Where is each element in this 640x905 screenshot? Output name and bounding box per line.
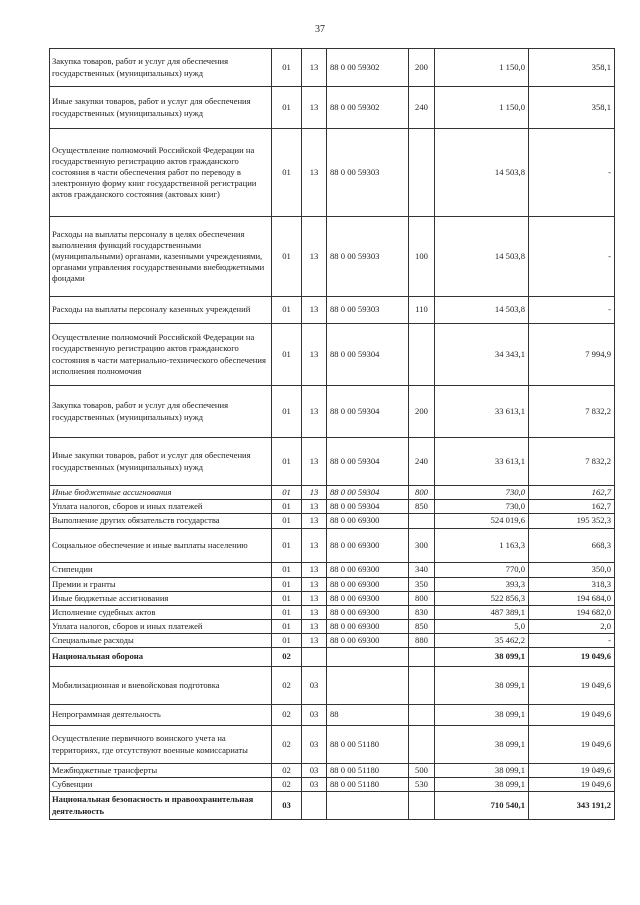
row-sum-actual: 2,0 <box>529 620 615 634</box>
row-expense-type: 350 <box>409 578 435 592</box>
row-subsection: 03 <box>302 726 327 764</box>
row-name: Уплата налогов, сборов и иных платежей <box>50 500 272 514</box>
row-subsection: 13 <box>302 217 327 297</box>
row-subsection: 13 <box>302 578 327 592</box>
row-sum-plan: 34 343,1 <box>435 324 529 386</box>
table-row <box>50 578 615 592</box>
row-subsection <box>302 792 327 820</box>
row-sum-actual: - <box>529 297 615 324</box>
row-section: 01 <box>272 592 302 606</box>
table-row <box>50 634 615 648</box>
row-target-article: 88 0 00 59303 <box>327 217 409 297</box>
row-sum-plan: 14 503,8 <box>435 297 529 324</box>
row-section: 01 <box>272 620 302 634</box>
table-row <box>50 592 615 606</box>
row-sum-actual: 19 049,6 <box>529 764 615 778</box>
row-name: Иные бюджетные ассигнования <box>50 486 272 500</box>
table-row <box>50 764 615 778</box>
row-section: 01 <box>272 386 302 438</box>
row-expense-type <box>409 726 435 764</box>
row-name: Иные закупки товаров, работ и услуг для обеспечения государственных (муниципальных) нужд <box>50 87 272 129</box>
row-target-article: 88 0 00 69300 <box>327 514 409 529</box>
row-section: 03 <box>272 792 302 820</box>
row-target-article: 88 0 00 59303 <box>327 129 409 217</box>
row-section: 02 <box>272 764 302 778</box>
row-section: 02 <box>272 705 302 726</box>
row-expense-type: 830 <box>409 606 435 620</box>
row-sum-actual: 318,3 <box>529 578 615 592</box>
row-subsection: 13 <box>302 324 327 386</box>
row-name: Межбюджетные трансферты <box>50 764 272 778</box>
row-section: 01 <box>272 438 302 486</box>
row-name: Выполнение других обязательств государства <box>50 514 272 529</box>
table-row <box>50 606 615 620</box>
row-name: Иные закупки товаров, работ и услуг для обеспечения государственных (муниципальных) нужд <box>50 438 272 486</box>
row-expense-type: 200 <box>409 49 435 87</box>
row-target-article: 88 0 00 59304 <box>327 500 409 514</box>
table-row <box>50 486 615 500</box>
row-expense-type: 800 <box>409 486 435 500</box>
row-subsection: 13 <box>302 634 327 648</box>
row-sum-actual: 162,7 <box>529 500 615 514</box>
row-expense-type: 110 <box>409 297 435 324</box>
row-sum-actual: 19 049,6 <box>529 778 615 792</box>
row-subsection: 13 <box>302 563 327 578</box>
row-section: 01 <box>272 578 302 592</box>
row-sum-actual: - <box>529 634 615 648</box>
row-target-article: 88 0 00 59304 <box>327 324 409 386</box>
row-subsection: 13 <box>302 129 327 217</box>
row-expense-type <box>409 792 435 820</box>
row-sum-plan: 710 540,1 <box>435 792 529 820</box>
table-row <box>50 705 615 726</box>
row-subsection: 13 <box>302 297 327 324</box>
row-target-article: 88 0 00 69300 <box>327 606 409 620</box>
row-section: 01 <box>272 129 302 217</box>
table-body <box>50 49 615 820</box>
row-target-article <box>327 648 409 667</box>
row-sum-plan: 14 503,8 <box>435 129 529 217</box>
table-row <box>50 667 615 705</box>
row-sum-plan: 33 613,1 <box>435 386 529 438</box>
table-row <box>50 648 615 667</box>
table-row <box>50 87 615 129</box>
row-subsection: 13 <box>302 606 327 620</box>
row-target-article: 88 0 00 59304 <box>327 386 409 438</box>
row-target-article: 88 0 00 69300 <box>327 592 409 606</box>
row-subsection: 13 <box>302 49 327 87</box>
row-sum-actual: 19 049,6 <box>529 648 615 667</box>
row-expense-type <box>409 324 435 386</box>
row-sum-plan: 524 019,6 <box>435 514 529 529</box>
row-name: Уплата налогов, сборов и иных платежей <box>50 620 272 634</box>
row-section: 02 <box>272 778 302 792</box>
row-target-article: 88 <box>327 705 409 726</box>
row-name: Осуществление полномочий Российской Федерации на государственную регистрацию актов гражданского состояния в части материально-технического обеспечения исполнения полномочия <box>50 324 272 386</box>
row-section: 01 <box>272 486 302 500</box>
row-section: 02 <box>272 726 302 764</box>
row-name: Непрограммная деятельность <box>50 705 272 726</box>
row-name: Расходы на выплаты персоналу казенных учреждений <box>50 297 272 324</box>
table-row <box>50 386 615 438</box>
table-row <box>50 792 615 820</box>
table-row <box>50 778 615 792</box>
row-subsection: 13 <box>302 620 327 634</box>
row-sum-actual: 7 994,9 <box>529 324 615 386</box>
row-name: Осуществление полномочий Российской Федерации на государственную регистрацию актов гражданского состояния в части обеспечения работ по переводу в электронную форму книг государственной регистрации актов гражданского состояния (актовых книг) <box>50 129 272 217</box>
table-row <box>50 49 615 87</box>
row-sum-actual: 194 682,0 <box>529 606 615 620</box>
table-row <box>50 324 615 386</box>
row-sum-actual: 7 832,2 <box>529 386 615 438</box>
row-section: 01 <box>272 529 302 563</box>
row-expense-type: 880 <box>409 634 435 648</box>
row-section: 01 <box>272 606 302 620</box>
row-sum-plan: 14 503,8 <box>435 217 529 297</box>
row-name: Премии и гранты <box>50 578 272 592</box>
row-name: Национальная безопасность и правоохранительная деятельность <box>50 792 272 820</box>
row-sum-plan: 1 163,3 <box>435 529 529 563</box>
row-subsection: 13 <box>302 486 327 500</box>
row-section: 01 <box>272 563 302 578</box>
row-expense-type: 300 <box>409 529 435 563</box>
row-section: 01 <box>272 634 302 648</box>
row-name: Национальная оборона <box>50 648 272 667</box>
row-target-article <box>327 792 409 820</box>
row-sum-actual: - <box>529 217 615 297</box>
row-target-article: 88 0 00 59302 <box>327 87 409 129</box>
row-section: 01 <box>272 217 302 297</box>
row-sum-plan: 522 856,3 <box>435 592 529 606</box>
page-number: 37 <box>315 24 325 35</box>
row-subsection: 13 <box>302 500 327 514</box>
row-sum-plan: 5,0 <box>435 620 529 634</box>
row-section: 01 <box>272 297 302 324</box>
row-expense-type: 850 <box>409 620 435 634</box>
row-sum-plan: 38 099,1 <box>435 648 529 667</box>
row-name: Стипендии <box>50 563 272 578</box>
row-sum-plan: 1 150,0 <box>435 49 529 87</box>
row-name: Социальное обеспечение и иные выплаты населению <box>50 529 272 563</box>
table-row <box>50 529 615 563</box>
row-sum-actual: 668,3 <box>529 529 615 563</box>
row-section: 02 <box>272 667 302 705</box>
row-expense-type <box>409 648 435 667</box>
row-target-article: 88 0 00 69300 <box>327 620 409 634</box>
row-sum-plan: 770,0 <box>435 563 529 578</box>
row-name: Мобилизационная и вневойсковая подготовка <box>50 667 272 705</box>
row-subsection: 03 <box>302 778 327 792</box>
row-name: Осуществление первичного воинского учета на территориях, где отсутствуют военные комиссариаты <box>50 726 272 764</box>
row-expense-type <box>409 129 435 217</box>
row-sum-plan: 730,0 <box>435 500 529 514</box>
row-section: 02 <box>272 648 302 667</box>
row-sum-actual: 350,0 <box>529 563 615 578</box>
table-row <box>50 217 615 297</box>
row-sum-plan: 1 150,0 <box>435 87 529 129</box>
row-name: Исполнение судебных актов <box>50 606 272 620</box>
row-sum-actual: 343 191,2 <box>529 792 615 820</box>
row-target-article: 88 0 00 59303 <box>327 297 409 324</box>
row-expense-type: 340 <box>409 563 435 578</box>
row-expense-type <box>409 705 435 726</box>
row-name: Специальные расходы <box>50 634 272 648</box>
row-subsection: 13 <box>302 386 327 438</box>
row-sum-plan: 487 389,1 <box>435 606 529 620</box>
row-sum-actual: 162,7 <box>529 486 615 500</box>
row-section: 01 <box>272 514 302 529</box>
table-row <box>50 500 615 514</box>
row-name: Закупка товаров, работ и услуг для обеспечения государственных (муниципальных) нужд <box>50 49 272 87</box>
table-row <box>50 620 615 634</box>
row-target-article: 88 0 00 59302 <box>327 49 409 87</box>
row-name: Иные бюджетные ассигнования <box>50 592 272 606</box>
table-row <box>50 563 615 578</box>
row-sum-actual: 19 049,6 <box>529 705 615 726</box>
row-target-article: 88 0 00 69300 <box>327 563 409 578</box>
row-expense-type: 240 <box>409 87 435 129</box>
row-expense-type: 800 <box>409 592 435 606</box>
row-target-article: 88 0 00 51180 <box>327 726 409 764</box>
row-sum-actual: 19 049,6 <box>529 726 615 764</box>
row-sum-actual: 358,1 <box>529 87 615 129</box>
row-subsection: 03 <box>302 764 327 778</box>
table-row <box>50 129 615 217</box>
row-target-article: 88 0 00 69300 <box>327 529 409 563</box>
row-subsection: 13 <box>302 87 327 129</box>
row-subsection: 13 <box>302 592 327 606</box>
row-expense-type: 240 <box>409 438 435 486</box>
row-section: 01 <box>272 324 302 386</box>
row-name: Расходы на выплаты персоналу в целях обеспечения выполнения функций государственными (муниципальными) органами, казенными учреждениями, органами управления государственными внебюджетными фондами <box>50 217 272 297</box>
row-sum-plan: 38 099,1 <box>435 778 529 792</box>
row-subsection: 03 <box>302 667 327 705</box>
row-sum-plan: 35 462,2 <box>435 634 529 648</box>
row-sum-plan: 38 099,1 <box>435 726 529 764</box>
row-section: 01 <box>272 500 302 514</box>
row-target-article: 88 0 00 59304 <box>327 438 409 486</box>
row-target-article: 88 0 00 69300 <box>327 634 409 648</box>
table-row <box>50 726 615 764</box>
row-target-article: 88 0 00 69300 <box>327 578 409 592</box>
row-expense-type: 100 <box>409 217 435 297</box>
row-subsection: 03 <box>302 705 327 726</box>
row-sum-plan: 38 099,1 <box>435 705 529 726</box>
row-sum-plan: 393,3 <box>435 578 529 592</box>
row-target-article: 88 0 00 59304 <box>327 486 409 500</box>
row-sum-actual: 19 049,6 <box>529 667 615 705</box>
row-expense-type: 500 <box>409 764 435 778</box>
row-target-article: 88 0 00 51180 <box>327 778 409 792</box>
table-row <box>50 438 615 486</box>
row-subsection <box>302 648 327 667</box>
row-subsection: 13 <box>302 529 327 563</box>
row-sum-actual: - <box>529 129 615 217</box>
row-expense-type: 200 <box>409 386 435 438</box>
row-subsection: 13 <box>302 438 327 486</box>
row-name: Закупка товаров, работ и услуг для обеспечения государственных (муниципальных) нужд <box>50 386 272 438</box>
row-sum-actual: 7 832,2 <box>529 438 615 486</box>
row-sum-plan: 38 099,1 <box>435 667 529 705</box>
row-section: 01 <box>272 87 302 129</box>
budget-table <box>49 48 615 820</box>
row-sum-plan: 730,0 <box>435 486 529 500</box>
row-expense-type <box>409 667 435 705</box>
row-expense-type: 850 <box>409 500 435 514</box>
table-row <box>50 297 615 324</box>
row-expense-type <box>409 514 435 529</box>
row-sum-actual: 194 684,0 <box>529 592 615 606</box>
row-sum-plan: 38 099,1 <box>435 764 529 778</box>
row-sum-plan: 33 613,1 <box>435 438 529 486</box>
row-sum-actual: 358,1 <box>529 49 615 87</box>
row-expense-type: 530 <box>409 778 435 792</box>
table-row <box>50 514 615 529</box>
row-target-article <box>327 667 409 705</box>
row-name: Субвенции <box>50 778 272 792</box>
row-section: 01 <box>272 49 302 87</box>
row-subsection: 13 <box>302 514 327 529</box>
row-sum-actual: 195 352,3 <box>529 514 615 529</box>
row-target-article: 88 0 00 51180 <box>327 764 409 778</box>
